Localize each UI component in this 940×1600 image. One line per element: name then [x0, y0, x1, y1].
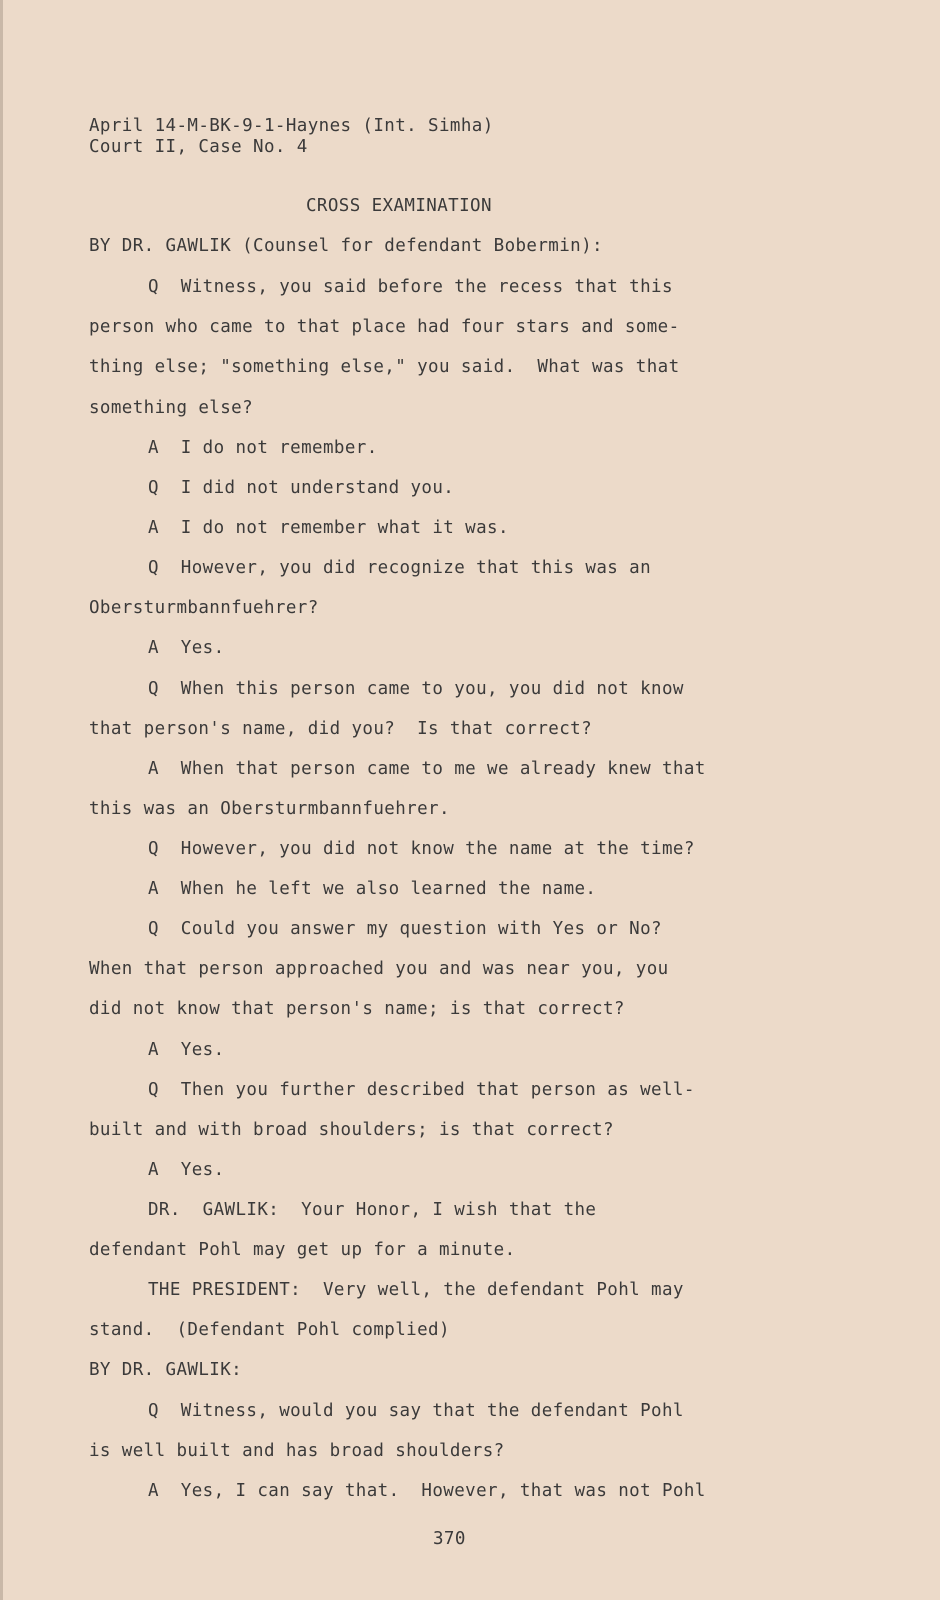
transcript-line: Q However, you did recognize that this was an: [148, 558, 652, 578]
page-edge: [0, 0, 3, 1600]
transcript-line: A Yes.: [148, 1160, 225, 1180]
transcript-line: A When he left we also learned the name.: [148, 879, 597, 899]
transcript-line: Q Witness, would you say that the defendant Pohl: [148, 1401, 684, 1421]
page-number: 370: [433, 1529, 466, 1549]
transcript-line: When that person approached you and was near you, you: [89, 959, 669, 979]
transcript-line: person who came to that place had four stars and some-: [89, 317, 680, 337]
transcript-line: A Yes.: [148, 638, 225, 658]
transcript-line: Q Witness, you said before the recess that this: [148, 277, 673, 297]
examiner-line: BY DR. GAWLIK:: [89, 1360, 243, 1380]
transcript-line: A Yes, I can say that. However, that was not Pohl: [148, 1481, 706, 1501]
transcript-line: A I do not remember.: [148, 438, 378, 458]
transcript-line: is well built and has broad shoulders?: [89, 1441, 505, 1461]
transcript-line: A When that person came to me we already knew that: [148, 759, 706, 779]
transcript-line: did not know that person's name; is that correct?: [89, 999, 625, 1019]
transcript-line: built and with broad shoulders; is that correct?: [89, 1120, 614, 1140]
transcript-line: Q I did not understand you.: [148, 478, 455, 498]
transcript-line: Q However, you did not know the name at the time?: [148, 839, 695, 859]
transcript-line: that person's name, did you? Is that correct?: [89, 719, 593, 739]
transcript-line: defendant Pohl may get up for a minute.: [89, 1240, 516, 1260]
transcript-line: Q Could you answer my question with Yes or No?: [148, 919, 662, 939]
section-heading: CROSS EXAMINATION: [306, 196, 492, 216]
transcript-line: A I do not remember what it was.: [148, 518, 509, 538]
transcript-line: A Yes.: [148, 1040, 225, 1060]
transcript-line: Q When this person came to you, you did not know: [148, 679, 684, 699]
header-line-2: Court II, Case No. 4: [89, 137, 308, 157]
transcript-line: stand. (Defendant Pohl complied): [89, 1320, 450, 1340]
transcript-line: THE PRESIDENT: Very well, the defendant Pohl may: [148, 1280, 684, 1300]
transcript-line: thing else; "something else," you said. What was that: [89, 357, 680, 377]
transcript-line: DR. GAWLIK: Your Honor, I wish that the: [148, 1200, 597, 1220]
header-line-1: April 14-M-BK-9-1-Haynes (Int. Simha): [89, 116, 494, 136]
examiner-line: BY DR. GAWLIK (Counsel for defendant Bobermin):: [89, 236, 603, 256]
transcript-line: something else?: [89, 398, 254, 418]
transcript-line: Obersturmbannfuehrer?: [89, 598, 319, 618]
transcript-line: Q Then you further described that person as well-: [148, 1080, 695, 1100]
transcript-line: this was an Obersturmbannfuehrer.: [89, 799, 450, 819]
